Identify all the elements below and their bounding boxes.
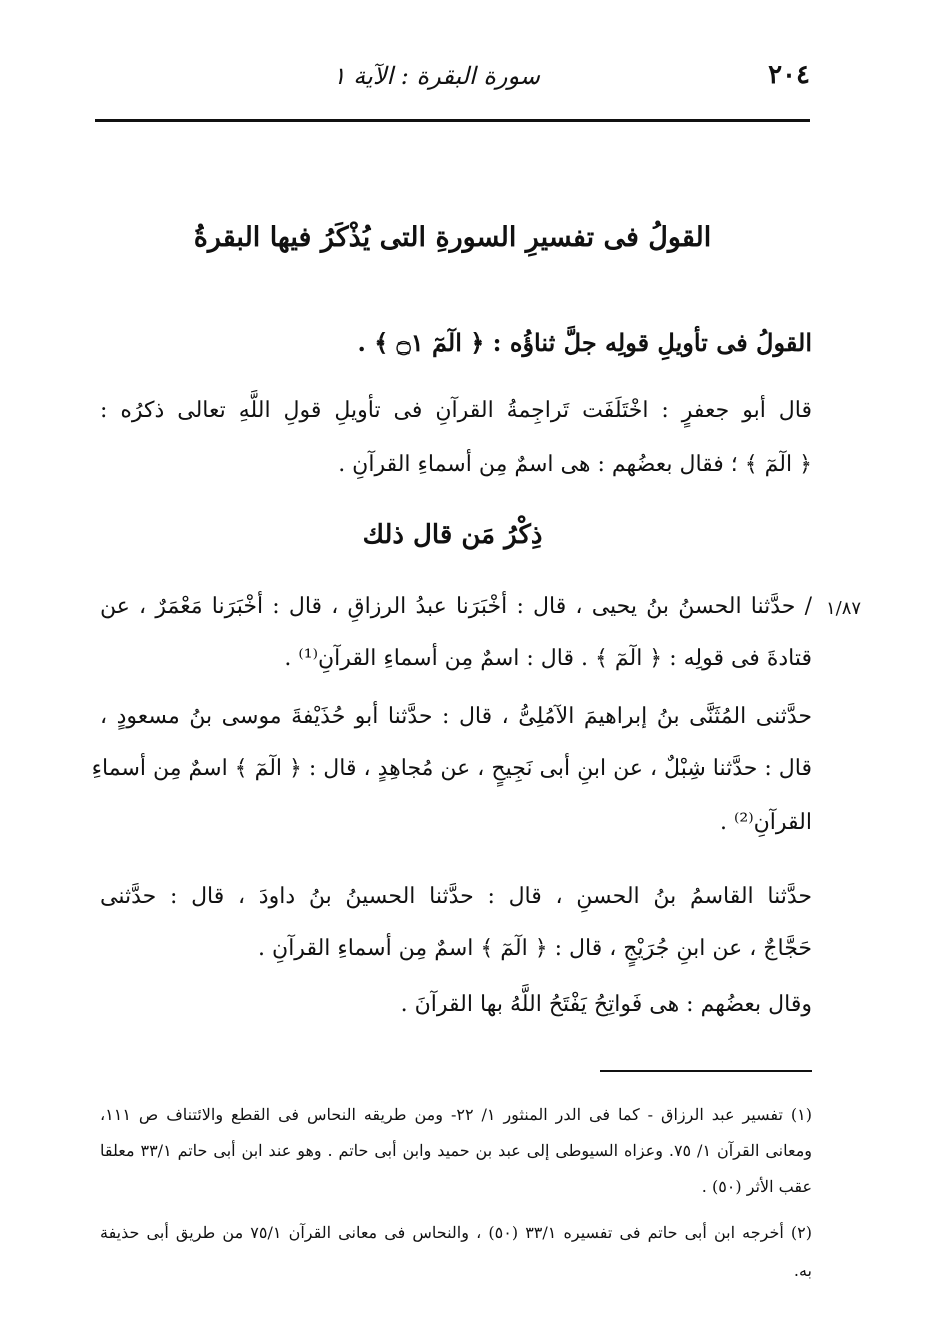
- page-number: ٢٠٤: [768, 60, 810, 90]
- header-rule: [95, 119, 810, 122]
- chapter-heading: القولُ فى تفسيرِ السورةِ التى يُذْكَرُ فيها البقرةُ: [193, 222, 712, 253]
- footnote-2-line-1: (٢) أخرجه ابن أبى حاتم فى تفسيره ٣٣/١ (٥٠) ، والنحاس فى معانى القرآن ٧٥/١ من طريق أبى حذيفة: [100, 1223, 813, 1242]
- text-line-3: ﴿ الٓمٓ ﴾ ؛ فقال بعضُهم : هى اسمٌ مِن أسماءِ القرآنِ .: [338, 452, 812, 477]
- text-line-8: القرآنِ⁽²⁾ .: [720, 810, 812, 835]
- subsection-heading: ذِكْرُ مَن قال ذلك: [362, 520, 543, 550]
- margin-reference: ١/٨٧: [826, 598, 862, 619]
- section-heading-line: القولُ فى تأويلِ قولِه جلَّ ثناؤُه : ﴿ الٓمٓ ۝١ ﴾ .: [357, 328, 812, 357]
- text-line-9: حدَّثنا القاسمُ بنُ الحسنِ ، قال : حدَّثنا الحسينُ بنُ داودَ ، قال : حدَّثنى: [100, 884, 812, 909]
- text-line-4: / حدَّثنا الحسنُ بنُ يحيى ، قال : أخْبَرَنا عبدُ الرزاقِ ، قال : أخْبَرَنا مَعْمَرٌ ، عن: [100, 594, 812, 619]
- footnote-1-line-2: ومعانى القرآن ١/ ٧٥. وعزاه السيوطى إلى عبد بن حميد وابن أبى حاتم . وهو عند ابن أبى حاتم ٣٣/١ معلقا: [100, 1141, 813, 1160]
- text-line-2: قال أبو جعفرٍ : اخْتَلَفَت تَراجِمةُ القرآنِ فى تأويلِ قولِ اللَّهِ تعالى ذكرُه :: [100, 398, 812, 423]
- text-line-5: قتادةَ فى قولِه : ﴿ الٓمٓ ﴾ . قال : اسمٌ مِن أسماءِ القرآنِ⁽¹⁾ .: [284, 646, 812, 671]
- text-line-6: حدَّثنى المُثَنَّى بنُ إبراهيمَ الآمُلِىُّ ، قال : حدَّثنا أبو حُذَيْفةَ موسى بنُ مسعودٍ ،: [100, 704, 812, 729]
- footnote-1-line-1: (١) تفسير عبد الرزاق - كما فى الدر المنثور ١/ ٢٢- ومن طريقه النحاس فى القطع والائتناف ص ١١١،: [100, 1105, 812, 1124]
- footnote-1-line-3: عقب الأثر (٥٠) .: [701, 1177, 812, 1196]
- footnote-separator: [600, 1070, 812, 1072]
- text-line-10: حَجَّاجٌ ، عن ابنِ جُرَيْجٍ ، قال : ﴿ الٓمٓ ﴾ اسمٌ مِن أسماءِ القرآنِ .: [258, 936, 812, 961]
- footnote-2-line-2: به.: [793, 1261, 812, 1280]
- text-line-11: وقال بعضُهم : هى فَواتِحُ يَفْتَحُ اللَّهُ بها القرآنَ .: [400, 992, 812, 1017]
- running-title: سورة البقرة : الآية ١: [332, 62, 540, 90]
- text-line-7: قال : حدَّثنا شِبْلٌ ، عن ابنِ أبى نَجِيحٍ ، عن مُجاهِدٍ ، قال : ﴿ الٓمٓ ﴾ اسمٌ مِن أسماءِ: [91, 756, 812, 781]
- running-header: [95, 58, 810, 108]
